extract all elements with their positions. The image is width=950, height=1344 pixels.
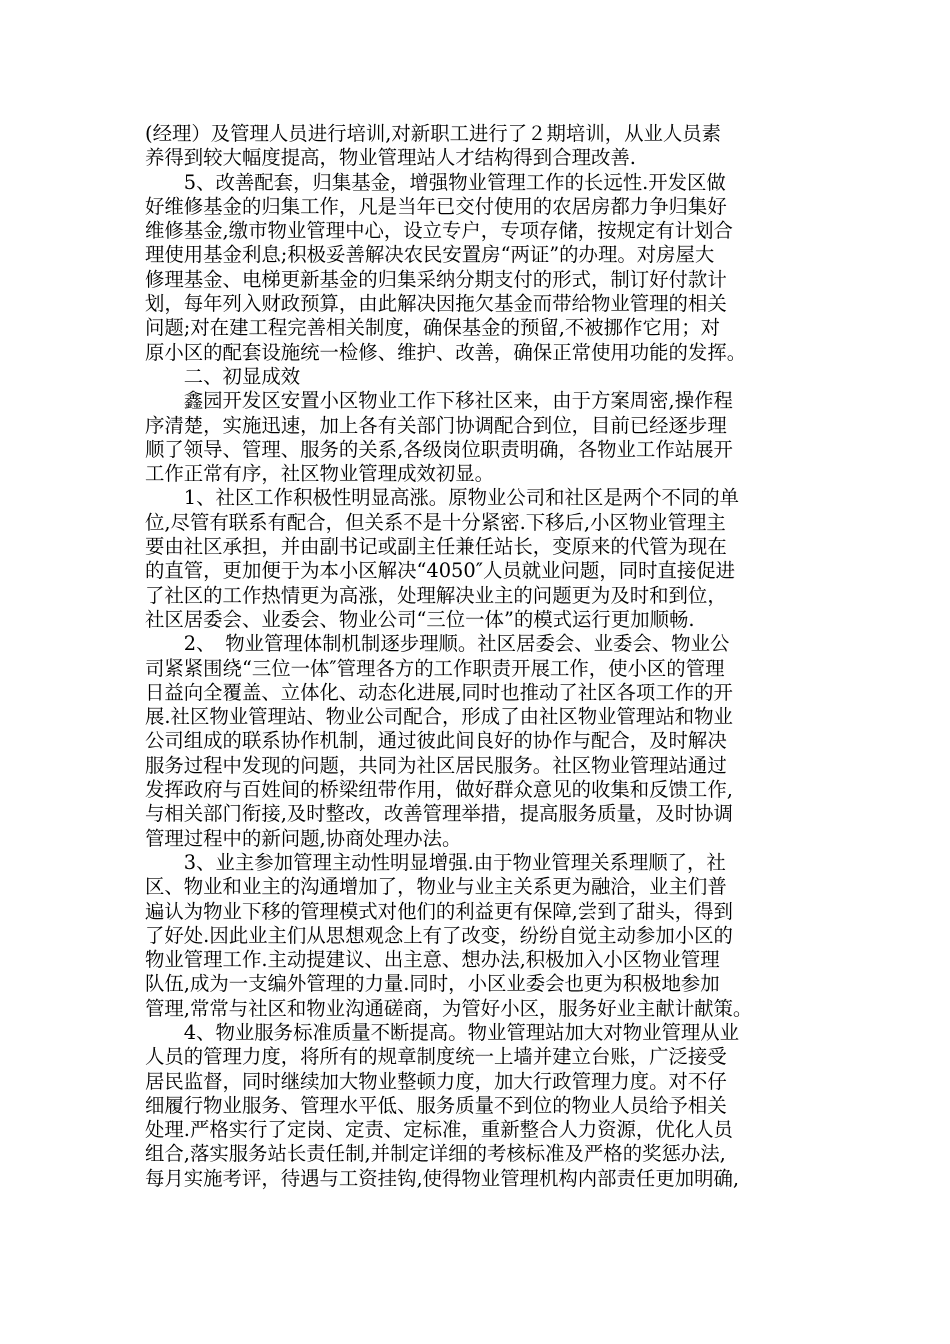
text-line: 原小区的配套设施统一检修、维护、改善，确保正常使用功能的发挥。 bbox=[145, 340, 747, 364]
text-line: 工作正常有序，社区物业管理成效初显。 bbox=[145, 462, 495, 486]
text-line: 鑫园开发区安置小区物业工作下移社区来，由于方案周密,操作程 bbox=[145, 389, 733, 413]
text-line: 发挥政府与百姓间的桥梁纽带作用，做好群众意见的收集和反馈工作, bbox=[145, 778, 733, 802]
text-line: 人员的管理力度，将所有的规章制度统一上墙并建立台账，广泛接受 bbox=[145, 1045, 727, 1069]
text-line: 每月实施考评，待遇与工资挂钩,使得物业管理机构内部责任更加明确, bbox=[145, 1166, 740, 1190]
text-line: 物业管理工作.主动提建议、出主意、想办法,积极加入小区物业管理 bbox=[145, 948, 720, 972]
text-line: 处理.严格实行了定岗、定责、定标准，重新整合人力资源，优化人员 bbox=[145, 1118, 733, 1142]
paragraph bbox=[145, 171, 815, 365]
text-line: 管理,常常与社区和物业沟通磋商，为管好小区，服务好业主献计献策。 bbox=[145, 996, 753, 1020]
text-line: 展.社区物业管理站、物业公司配合，形成了由社区物业管理站和物业 bbox=[145, 705, 733, 729]
text-line: (经理）及管理人员进行培训,对新职工进行了２期培训，从业人员素 bbox=[145, 122, 722, 145]
text-line: 好维修基金的归集工作，凡是当年已交付使用的农居房都力争归集好 bbox=[145, 194, 727, 218]
paragraph bbox=[145, 632, 815, 851]
text-line: 组合,落实服务站长责任制,并制定详细的考核标准及严格的奖惩办法, bbox=[145, 1142, 726, 1166]
text-line: 2、 物业管理体制机制逐步理顺。社区居委会、业委会、物业公 bbox=[145, 632, 730, 656]
text-line: 居民监督，同时继续加大物业整顿力度，加大行政管理力度。对不仔 bbox=[145, 1069, 727, 1093]
text-line: 公司组成的联系协作机制，通过彼此间良好的协作与配合，及时解决 bbox=[145, 729, 727, 753]
text-line: 了好处.因此业主们从思想观念上有了改变，纷纷自觉主动参加小区的 bbox=[145, 923, 733, 947]
text-line: 问题;对在建工程完善相关制度，确保基金的预留,不被挪作它用；对 bbox=[145, 316, 721, 340]
text-line: 区、物业和业主的沟通增加了，物业与业主关系更为融洽，业主们普 bbox=[145, 875, 727, 899]
paragraph bbox=[145, 365, 815, 389]
paragraph bbox=[145, 851, 815, 1021]
text-line: 养得到较大幅度提高，物业管理站人才结构得到合理改善. bbox=[145, 146, 636, 170]
text-line: 遍认为物业下移的管理模式对他们的利益更有保障,尝到了甜头，得到 bbox=[145, 899, 733, 923]
text-line: 司紧紧围绕“三位一体″管理各方的工作职责开展工作，使小区的管理 bbox=[145, 656, 725, 680]
text-line: 1、社区工作积极性明显高涨。原物业公司和社区是两个不同的单 bbox=[145, 486, 740, 510]
text-line: 顺了领导、管理、服务的关系,各级岗位职责明确，各物业工作站展开 bbox=[145, 437, 733, 461]
text-line: 3、业主参加管理主动性明显增强.由于物业管理关系理顺了，社 bbox=[145, 850, 726, 874]
text-line: 维修基金,缴市物业管理中心，设立专户，专项存储，按规定有计划合 bbox=[145, 219, 733, 243]
text-line: 了社区的工作热情更为高涨，处理解决业主的问题更为及时和到位， bbox=[145, 583, 727, 607]
text-line: 位,尽管有联系有配合，但关系不是十分紧密.下移后,小区物业管理主 bbox=[145, 510, 726, 534]
document-body bbox=[145, 122, 815, 1191]
text-line: 理使用基金利息;积极妥善解决农民安置房“两证”的办理。对房屋大 bbox=[145, 243, 715, 267]
text-line: 修理基金、电梯更新基金的归集采纳分期支付的形式，制订好付款计 bbox=[145, 267, 727, 291]
text-line: 要由社区承担，并由副书记或副主任兼任站长，变原来的代管为现在 bbox=[145, 535, 727, 559]
text-line: 队伍,成为一支编外管理的力量.同时，小区业委会也更为积极地参加 bbox=[145, 972, 720, 996]
text-line: 划，每年列入财政预算，由此解决因拖欠基金而带给物业管理的相关 bbox=[145, 292, 727, 316]
paragraph bbox=[145, 486, 815, 632]
text-line: 4、物业服务标准质量不断提高。物业管理站加大对物业管理从业 bbox=[145, 1020, 740, 1044]
text-line: 服务过程中发现的问题，共同为社区居民服务。社区物业管理站通过 bbox=[145, 753, 727, 777]
text-line: 序清楚，实施迅速，加上各有关部门协调配合到位，目前已经逐步理 bbox=[145, 413, 727, 437]
text-line: 5、改善配套，归集基金，增强物业管理工作的长远性.开发区做 bbox=[145, 170, 726, 194]
text-line: 社区居委会、业委会、物业公司“三位一体”的模式运行更加顺畅. bbox=[145, 607, 695, 631]
text-line: 的直管，更加便于为本小区解决“4050″人员就业问题，同时直接促进 bbox=[145, 559, 736, 583]
text-line: 二、初显成效 bbox=[145, 364, 301, 388]
text-line: 与相关部门衔接,及时整改，改善管理举措，提高服务质量，及时协调 bbox=[145, 802, 733, 826]
paragraph bbox=[145, 389, 815, 486]
text-line: 细履行物业服务、管理水平低、服务质量不到位的物业人员给予相关 bbox=[145, 1093, 727, 1117]
paragraph bbox=[145, 122, 815, 171]
text-line: 日益向全覆盖、立体化、动态化进展,同时也推动了社区各项工作的开 bbox=[145, 680, 733, 704]
text-line: 管理过程中的新问题,协商处理办法。 bbox=[145, 826, 462, 850]
paragraph bbox=[145, 1021, 815, 1191]
